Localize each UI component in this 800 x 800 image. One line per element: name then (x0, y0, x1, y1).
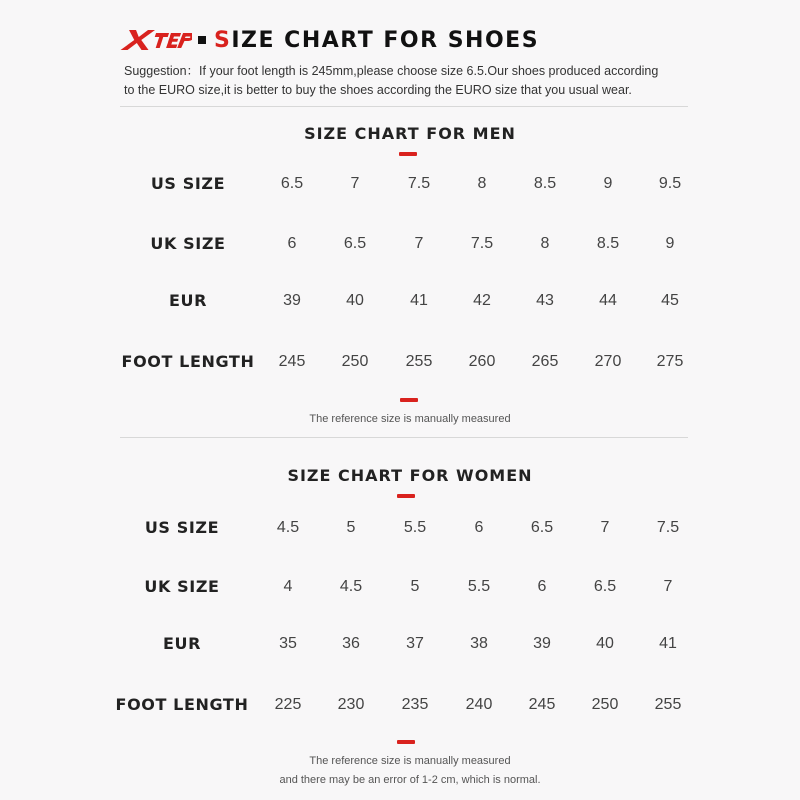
size-cell: 7.5 (470, 235, 494, 252)
men-size-row (0, 224, 800, 264)
page-title (214, 28, 539, 53)
men-size-row (0, 164, 800, 204)
row-label: FOOT LENGTH (115, 695, 249, 714)
title-bullet (198, 36, 206, 44)
size-cell: 40 (346, 292, 364, 309)
size-cell: 7 (600, 519, 610, 536)
women-note (120, 752, 700, 790)
size-cell: 36 (342, 635, 360, 652)
women-size-row (0, 567, 800, 607)
size-cell: 44 (599, 292, 617, 309)
size-cell: 6 (537, 578, 547, 595)
suggestion-line-1: Suggestion：If your foot length is 245mm,please choose size 6.5.Our shoes produced according (124, 64, 659, 78)
size-cell: 250 (341, 353, 369, 370)
title-rest: IZE CHART FOR SHOES (231, 27, 540, 53)
size-cell: 38 (470, 635, 488, 652)
size-cell: 6.5 (343, 235, 367, 252)
size-cell: 5 (410, 578, 420, 595)
size-cell: 39 (283, 292, 301, 309)
row-label: EUR (168, 291, 208, 310)
size-cell: 40 (596, 635, 614, 652)
women-section-title: SIZE CHART FOR WOMEN (287, 466, 533, 485)
row-label: US SIZE (144, 518, 220, 537)
size-cell: 235 (401, 696, 429, 713)
size-cell: 260 (468, 353, 496, 370)
men-note-marker (400, 398, 418, 402)
size-cell: 4.5 (339, 578, 363, 595)
size-cell: 270 (594, 353, 622, 370)
size-cell: 7.5 (656, 519, 680, 536)
women-size-row (0, 685, 800, 725)
size-cell: 255 (405, 353, 433, 370)
size-cell: 43 (536, 292, 554, 309)
women-note-line-2: and there may be an error of 1-2 cm, which is normal. (279, 774, 541, 786)
women-size-row (0, 624, 800, 664)
size-cell: 41 (659, 635, 677, 652)
size-cell: 240 (465, 696, 493, 713)
size-cell: 5.5 (403, 519, 427, 536)
size-cell: 265 (531, 353, 559, 370)
women-note-marker (397, 740, 415, 744)
suggestion-line-2: to the EURO size,it is better to buy the shoes according the EURO size that you usual wear. (124, 83, 632, 97)
size-cell: 4.5 (276, 519, 300, 536)
size-cell: 9 (603, 175, 613, 192)
size-cell: 7 (414, 235, 424, 252)
size-cell: 7 (663, 578, 673, 595)
size-cell: 255 (654, 696, 682, 713)
men-section-title: SIZE CHART FOR MEN (304, 124, 516, 143)
size-cell: 9.5 (658, 175, 682, 192)
size-cell: 4 (283, 578, 293, 595)
size-cell: 6 (474, 519, 484, 536)
title-first-letter: S (214, 27, 232, 53)
size-cell: 8.5 (596, 235, 620, 252)
size-cell: 37 (406, 635, 424, 652)
size-cell: 230 (337, 696, 365, 713)
header (120, 24, 539, 56)
size-cell: 245 (528, 696, 556, 713)
size-cell: 39 (533, 635, 551, 652)
size-cell: 8.5 (533, 175, 557, 192)
size-cell: 7 (350, 175, 360, 192)
row-label: UK SIZE (150, 234, 226, 253)
section-divider (120, 437, 688, 438)
size-cell: 5 (346, 519, 356, 536)
row-label: US SIZE (150, 174, 226, 193)
women-size-row (0, 508, 800, 548)
size-cell: 8 (540, 235, 550, 252)
size-cell: 275 (656, 353, 684, 370)
top-divider (120, 106, 688, 107)
size-cell: 225 (274, 696, 302, 713)
women-title-underline (397, 494, 415, 498)
size-cell: 8 (477, 175, 487, 192)
men-title-underline (399, 152, 417, 156)
size-cell: 42 (473, 292, 491, 309)
xtep-logo (120, 27, 192, 53)
row-label: EUR (162, 634, 202, 653)
men-size-row (0, 281, 800, 321)
size-cell: 5.5 (467, 578, 491, 595)
men-note: The reference size is manually measured (309, 413, 511, 425)
size-cell: 6 (287, 235, 297, 252)
size-cell: 7.5 (407, 175, 431, 192)
size-cell: 41 (410, 292, 428, 309)
row-label: UK SIZE (144, 577, 220, 596)
row-label: FOOT LENGTH (121, 352, 255, 371)
women-note-line-1: The reference size is manually measured (309, 755, 511, 767)
size-cell: 6.5 (593, 578, 617, 595)
size-cell: 250 (591, 696, 619, 713)
size-cell: 6.5 (280, 175, 304, 192)
size-cell: 9 (665, 235, 675, 252)
suggestion-text (124, 62, 684, 100)
size-cell: 6.5 (530, 519, 554, 536)
size-cell: 35 (279, 635, 297, 652)
size-cell: 245 (278, 353, 306, 370)
men-size-row (0, 342, 800, 382)
size-cell: 45 (661, 292, 679, 309)
